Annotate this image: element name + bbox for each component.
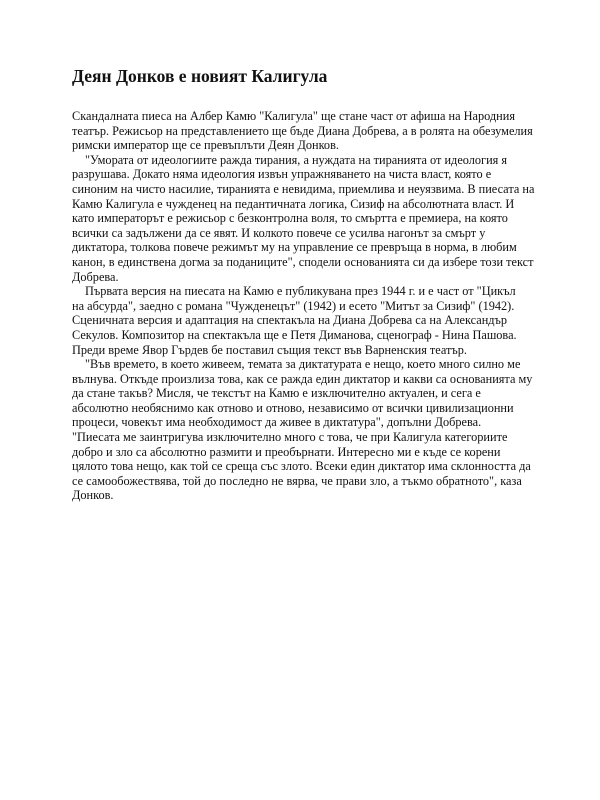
text-line: театър. Режисьор на представлението ще бъде Диана Добрева, а в ролята на обезумелия — [72, 123, 533, 138]
text-line: Първата версия на пиесата на Камю е публикувана през 1944 г. и е част от "Цикъл — [85, 284, 516, 299]
text-line: добро и зло са абсолютно размити и преобърнати. Интересно ми е къде се корени — [72, 444, 501, 459]
text-line: на абсурда", заедно с романа "Чужденецът" (1942) и есето "Митът за Сизиф" (1942). — [72, 298, 515, 313]
text-line: се самообожествява, той до последно не вярва, че прави зло, а тъкмо обратното", каза — [72, 473, 522, 488]
text-line: Донков. — [72, 488, 114, 503]
text-line: Скандалната пиеса на Албер Камю "Калигула" ще стане част от афиша на Народния — [72, 109, 515, 123]
text-line: като императорът е режисьор с безконтролна воля, то смъртта е премиера, на която — [72, 211, 508, 226]
text-line: да стане такъв? Мисля, че текстът на Камю е изключително актуален, и сега е — [72, 386, 481, 401]
text-line: абсолютно необяснимо как отново и отново, независимо от всички цивилизационни — [72, 400, 514, 415]
text-line: вълнува. Откъде произлиза това, как се ражда един диктатор и какви са основанията му — [72, 371, 533, 386]
text-line: Сценичната версия и адаптация на спектакъла на Диана Добрева са на Александър — [72, 313, 508, 328]
text-line: "Пиесата ме заинтригува изключително много с това, че при Калигула категориите — [72, 430, 508, 445]
text-line: всички са задължени да се явят. И колкото повече се усилва нагонът за смърт у — [72, 225, 486, 240]
text-line: Камю Калигула е чужденец на педантичната логика, Сизиф на абсолютната власт. И — [72, 196, 515, 211]
text-line: Добрева. — [72, 269, 119, 284]
text-line: "Умората от идеологиите ражда тирания, а нуждата на тиранията от идеология я — [85, 152, 508, 167]
text-line: "Във времето, в което живеем, темата за диктатурата е нещо, което много силно ме — [85, 357, 521, 372]
text-line: канон, в единствена догма за поданиците", сподели основанията си да избере този текст — [72, 254, 534, 269]
text-line: синоним на чисто насилие, тиранията е невидима, приемлива и неуязвима. В пиесата на — [72, 181, 535, 196]
text-line: цялото това нещо, как той се среща със злото. Всеки един диктатор има склонността да — [72, 459, 531, 474]
text-line: Преди време Явор Гърдев бе поставил същия текст във Варненския театър. — [72, 342, 467, 357]
text-line: диктатора, толкова повече режимът му на управление се превръща в норма, в любим — [72, 240, 517, 255]
text-line: разрушава. Докато няма идеология извън упражняването на чиста власт, която е — [72, 167, 492, 182]
text-line: процеси, човекът има необходимост да живее в диктатура", допълни Добрева. — [72, 415, 482, 430]
text-line: римски император ще се превъплъти Деян Донков. — [72, 138, 339, 153]
article-body — [72, 109, 535, 503]
article-title: Деян Донков е новият Калигула — [72, 66, 328, 86]
text-line: Секулов. Композитор на спектакъла ще е Петя Диманова, сценограф - Нина Пашова. — [72, 327, 517, 342]
